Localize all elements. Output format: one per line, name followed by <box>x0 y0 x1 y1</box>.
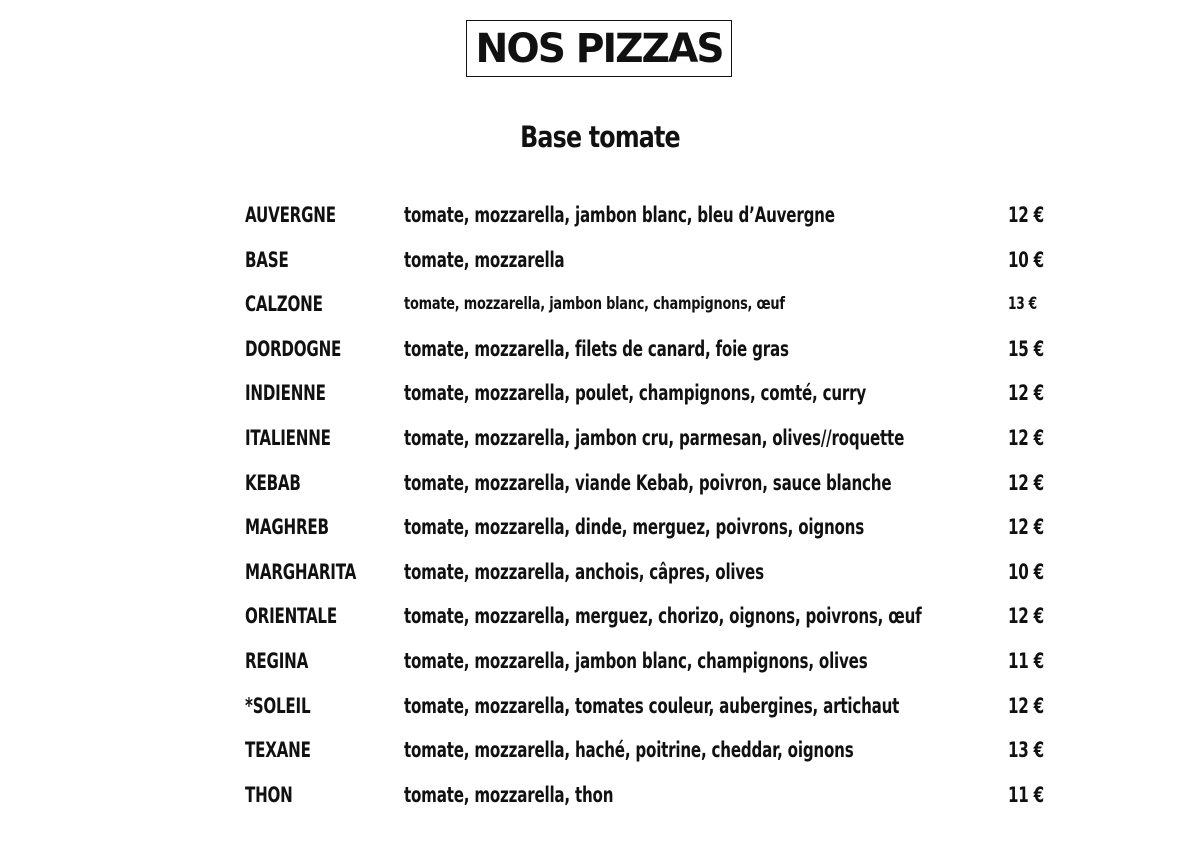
page-title: NOS PIZZAS <box>475 25 723 72</box>
pizza-price: 10 € <box>1008 247 1044 272</box>
pizza-ingredients: tomate, mozzarella, dinde, merguez, poivrons, oignons <box>404 515 865 540</box>
section-heading: Base tomate <box>520 120 680 154</box>
pizza-row <box>0 416 1200 461</box>
pizza-ingredients: tomate, mozzarella, viande Kebab, poivron, sauce blanche <box>404 470 892 495</box>
pizza-ingredients: tomate, mozzarella, thon <box>404 782 614 807</box>
pizza-ingredients: tomate, mozzarella, haché, poitrine, cheddar, oignons <box>404 738 854 763</box>
pizza-name: DORDOGNE <box>245 336 342 361</box>
pizza-ingredients: tomate, mozzarella, jambon blanc, champignons, œuf <box>404 294 785 315</box>
pizza-price: 13 € <box>1008 294 1037 315</box>
pizza-row <box>0 371 1200 416</box>
pizza-row <box>0 238 1200 283</box>
pizza-ingredients: tomate, mozzarella, anchois, câpres, olives <box>404 559 764 584</box>
pizza-price: 12 € <box>1008 604 1044 629</box>
pizza-name: AUVERGNE <box>245 203 336 227</box>
pizza-list <box>0 193 1200 817</box>
pizza-name: ORIENTALE <box>245 604 337 629</box>
pizza-ingredients: tomate, mozzarella, poulet, champignons, comté, curry <box>404 381 867 406</box>
pizza-price: 12 € <box>1008 515 1044 540</box>
menu-title-box <box>466 20 732 77</box>
pizza-row <box>0 594 1200 639</box>
pizza-name: INDIENNE <box>245 381 326 406</box>
pizza-row <box>0 773 1200 818</box>
pizza-price: 11 € <box>1008 782 1044 807</box>
pizza-row <box>0 639 1200 684</box>
pizza-name: TEXANE <box>245 738 311 763</box>
pizza-ingredients: tomate, mozzarella, jambon blanc, bleu d’Auvergne <box>404 203 835 227</box>
pizza-ingredients: tomate, mozzarella, jambon cru, parmesan, olives//roquette <box>404 425 905 450</box>
pizza-price: 11 € <box>1008 648 1044 673</box>
pizza-price: 15 € <box>1008 336 1044 361</box>
pizza-ingredients: tomate, mozzarella, tomates couleur, aubergines, artichaut <box>404 693 900 718</box>
pizza-name: KEBAB <box>245 470 301 495</box>
pizza-price: 10 € <box>1008 559 1044 584</box>
pizza-name: *SOLEIL <box>245 693 311 718</box>
pizza-name: MAGHREB <box>245 515 329 540</box>
pizza-name: ITALIENNE <box>245 425 331 450</box>
pizza-name: CALZONE <box>245 292 323 317</box>
pizza-price: 12 € <box>1008 693 1044 718</box>
pizza-price: 13 € <box>1008 738 1044 763</box>
pizza-price: 12 € <box>1008 203 1044 227</box>
pizza-row <box>0 461 1200 506</box>
pizza-name: REGINA <box>245 648 309 673</box>
pizza-name: THON <box>245 782 293 807</box>
pizza-row <box>0 550 1200 595</box>
pizza-row <box>0 282 1200 327</box>
pizza-ingredients: tomate, mozzarella, merguez, chorizo, oignons, poivrons, œuf <box>404 604 922 629</box>
pizza-name: BASE <box>245 247 289 272</box>
pizza-row <box>0 327 1200 372</box>
pizza-price: 12 € <box>1008 470 1044 495</box>
pizza-row <box>0 728 1200 773</box>
pizza-ingredients: tomate, mozzarella, jambon blanc, champignons, olives <box>404 648 868 673</box>
pizza-ingredients: tomate, mozzarella <box>404 247 565 272</box>
pizza-row <box>0 505 1200 550</box>
pizza-row <box>0 684 1200 729</box>
pizza-ingredients: tomate, mozzarella, filets de canard, foie gras <box>404 336 789 361</box>
pizza-price: 12 € <box>1008 425 1044 450</box>
pizza-name: MARGHARITA <box>245 559 357 584</box>
pizza-row <box>0 193 1200 238</box>
pizza-price: 12 € <box>1008 381 1044 406</box>
